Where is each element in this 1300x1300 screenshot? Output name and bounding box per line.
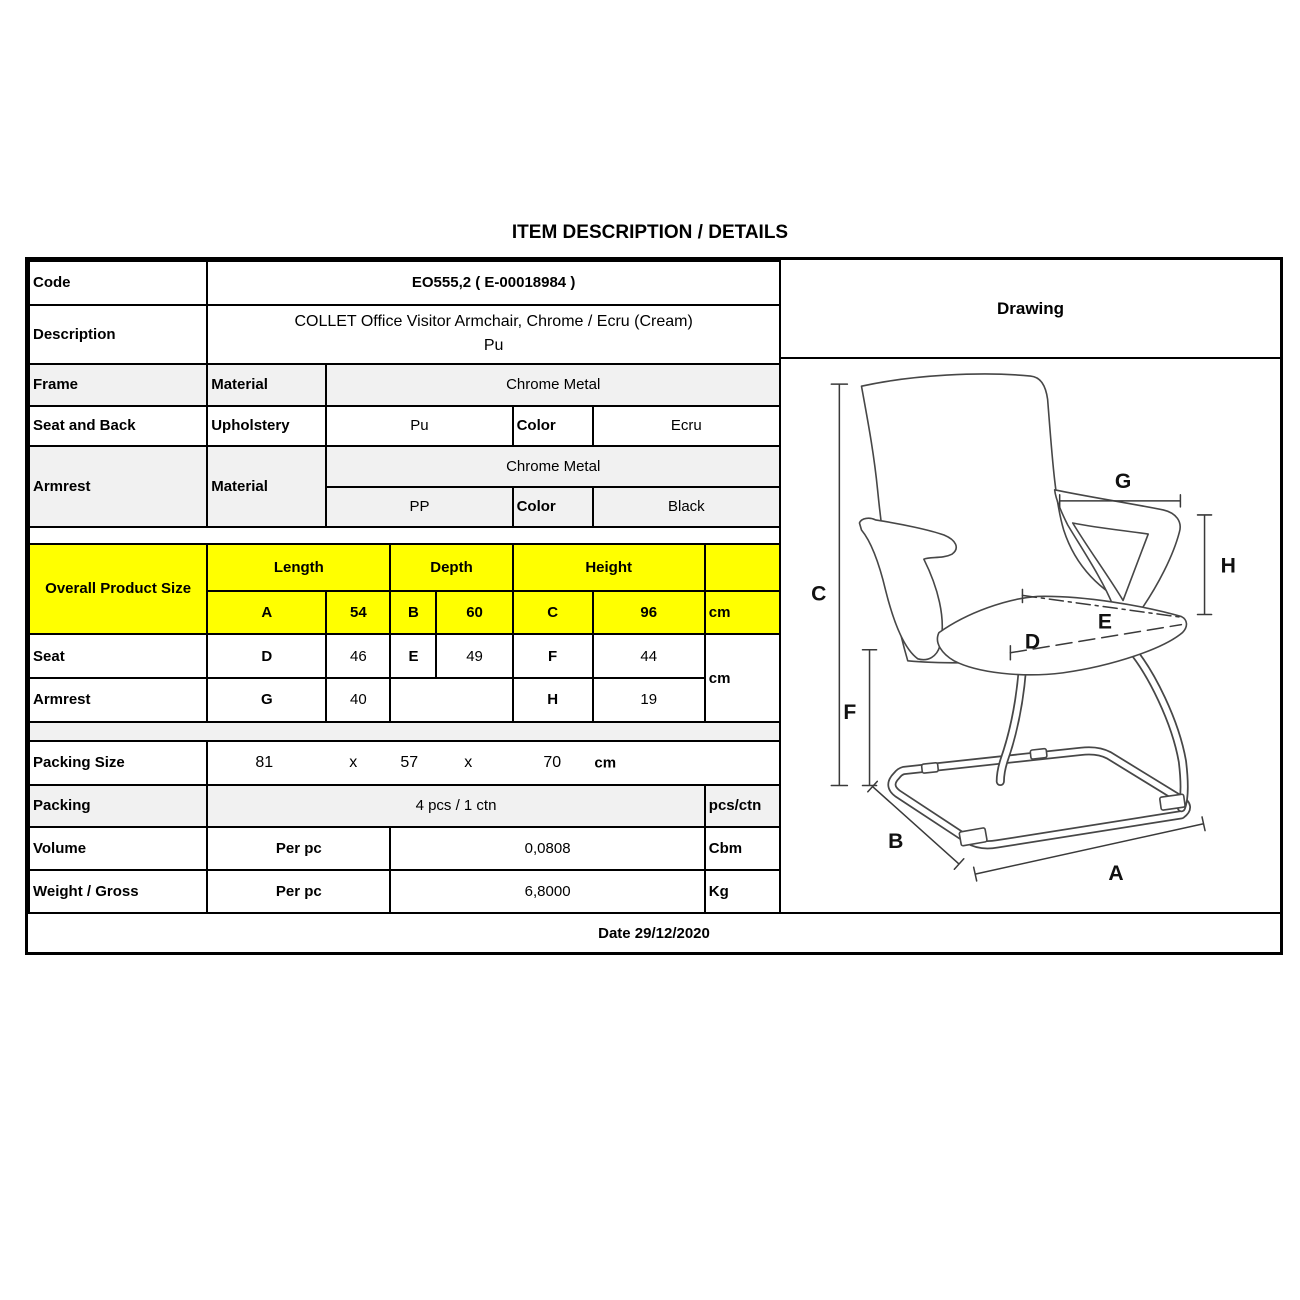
armrest-color-value: Black: [593, 487, 780, 527]
spec-sheet: [25, 257, 1283, 955]
dim-label-d: D: [1024, 630, 1041, 654]
code-label: Code: [29, 261, 207, 305]
dim-label-a: A: [1108, 862, 1124, 886]
size-a-value: 54: [326, 591, 390, 635]
seat-f-value: 44: [593, 634, 705, 678]
packing-size-x1: x: [349, 753, 358, 771]
armrest-color-label: Color: [513, 487, 593, 527]
dim-line-f: [862, 650, 876, 786]
code-row: [29, 261, 780, 305]
dim-line-h: [1198, 515, 1212, 615]
size-seat-row: [29, 634, 780, 678]
size-depth-header: Depth: [390, 544, 512, 591]
seat-back-value: Pu: [326, 406, 512, 446]
dim-label-b: B: [888, 829, 904, 853]
seat-e-key: E: [390, 634, 436, 678]
armrest-value-2: PP: [326, 487, 512, 527]
packing-size-label: Packing Size: [29, 741, 207, 785]
packing-unit: pcs/ctn: [705, 785, 780, 828]
volume-value: 0,0808: [390, 827, 704, 870]
foot-rear-right: [1030, 749, 1047, 760]
foot-rear-left: [921, 763, 938, 774]
chair-drawing: [781, 359, 1280, 912]
frame-attr: Material: [207, 364, 326, 406]
spacer-1: [29, 527, 780, 544]
seat-back-attr: Upholstery: [207, 406, 326, 446]
weight-value: 6,8000: [390, 870, 704, 913]
packing-size-v3: 70: [543, 753, 562, 771]
size-length-header: Length: [207, 544, 390, 591]
seat-d-key: D: [207, 634, 326, 678]
size-armrest-row: [29, 678, 780, 722]
size-seat-unit: cm: [705, 634, 780, 721]
volume-label: Volume: [29, 827, 207, 870]
armrest-h-value: 19: [593, 678, 705, 722]
packing-size-v1: 81: [255, 753, 274, 771]
description-value: [207, 305, 780, 365]
size-b-key: B: [390, 591, 436, 635]
drawing-pane: [781, 260, 1280, 912]
packing-value: 4 pcs / 1 ctn: [207, 785, 705, 828]
drawing-body: [781, 359, 1280, 912]
armrest-attr: Material: [207, 446, 326, 527]
size-header-row-1: [29, 544, 780, 591]
packing-size-row: [29, 741, 780, 785]
size-b-value: 60: [436, 591, 512, 635]
drawing-header: Drawing: [781, 260, 1280, 359]
dim-label-g: G: [1114, 469, 1132, 493]
dim-label-e: E: [1097, 610, 1112, 634]
armrest-blank-cell: [390, 678, 512, 722]
dim-label-c: C: [811, 582, 827, 606]
spec-main: [28, 260, 1280, 912]
packing-label: Packing: [29, 785, 207, 828]
size-label: Overall Product Size: [29, 544, 207, 634]
size-unit-header-blank-cell: [705, 544, 780, 591]
size-a-key: A: [207, 591, 326, 635]
seat-d-value: 46: [326, 634, 390, 678]
packing-size-value: [207, 741, 780, 785]
description-row: [29, 305, 780, 365]
seat-row-label: Seat: [29, 634, 207, 678]
packing-size-v2: 57: [400, 753, 419, 771]
code-value: EO555,2 ( E-00018984 ): [207, 261, 780, 305]
date-row: Date 29/12/2020: [28, 912, 1280, 952]
dim-label-f: F: [843, 701, 857, 725]
packing-size-x2: x: [464, 753, 473, 771]
armrest-value-1: Chrome Metal: [326, 446, 780, 486]
seat-back-color-value: Ecru: [593, 406, 780, 446]
size-overall-unit: cm: [705, 591, 780, 635]
spacer-row-1: [29, 527, 780, 544]
armrest-row-label: Armrest: [29, 678, 207, 722]
seat-f-key: F: [513, 634, 593, 678]
weight-unit: Kg: [705, 870, 780, 913]
armrest-label: Armrest: [29, 446, 207, 527]
armrest-g-key: G: [207, 678, 326, 722]
description-line1: COLLET Office Visitor Armchair, Chrome / Ecru (Cream): [294, 312, 693, 330]
foot-front-right: [1160, 794, 1186, 810]
seat-e-value: 49: [436, 634, 512, 678]
weight-per: Per pc: [207, 870, 390, 913]
dim-line-c: [831, 384, 847, 785]
spacer-row-2: [29, 722, 780, 741]
frame-row: [29, 364, 780, 406]
seat-back-row: [29, 406, 780, 446]
page-title: ITEM DESCRIPTION / DETAILS: [511, 222, 789, 243]
weight-row: [29, 870, 780, 913]
packing-row: [29, 785, 780, 828]
frame-value: Chrome Metal: [326, 364, 780, 406]
packing-size-unit: cm: [594, 754, 617, 772]
frame-label: Frame: [29, 364, 207, 406]
armrest-g-value: 40: [326, 678, 390, 722]
description-label: Description: [29, 305, 207, 365]
description-line2: Pu: [483, 337, 504, 355]
armrest-h-key: H: [513, 678, 593, 722]
armrest-material-row-1: [29, 446, 780, 486]
spacer-2: [29, 722, 780, 741]
volume-row: [29, 827, 780, 870]
dim-label-h: H: [1220, 554, 1236, 578]
volume-unit: Cbm: [705, 827, 780, 870]
volume-per: Per pc: [207, 827, 390, 870]
size-c-value: 96: [593, 591, 705, 635]
weight-label: Weight / Gross: [29, 870, 207, 913]
spec-table: [28, 260, 781, 912]
size-height-header: Height: [513, 544, 705, 591]
seat-back-color-label: Color: [513, 406, 593, 446]
seat-back-label: Seat and Back: [29, 406, 207, 446]
size-c-key: C: [513, 591, 593, 635]
